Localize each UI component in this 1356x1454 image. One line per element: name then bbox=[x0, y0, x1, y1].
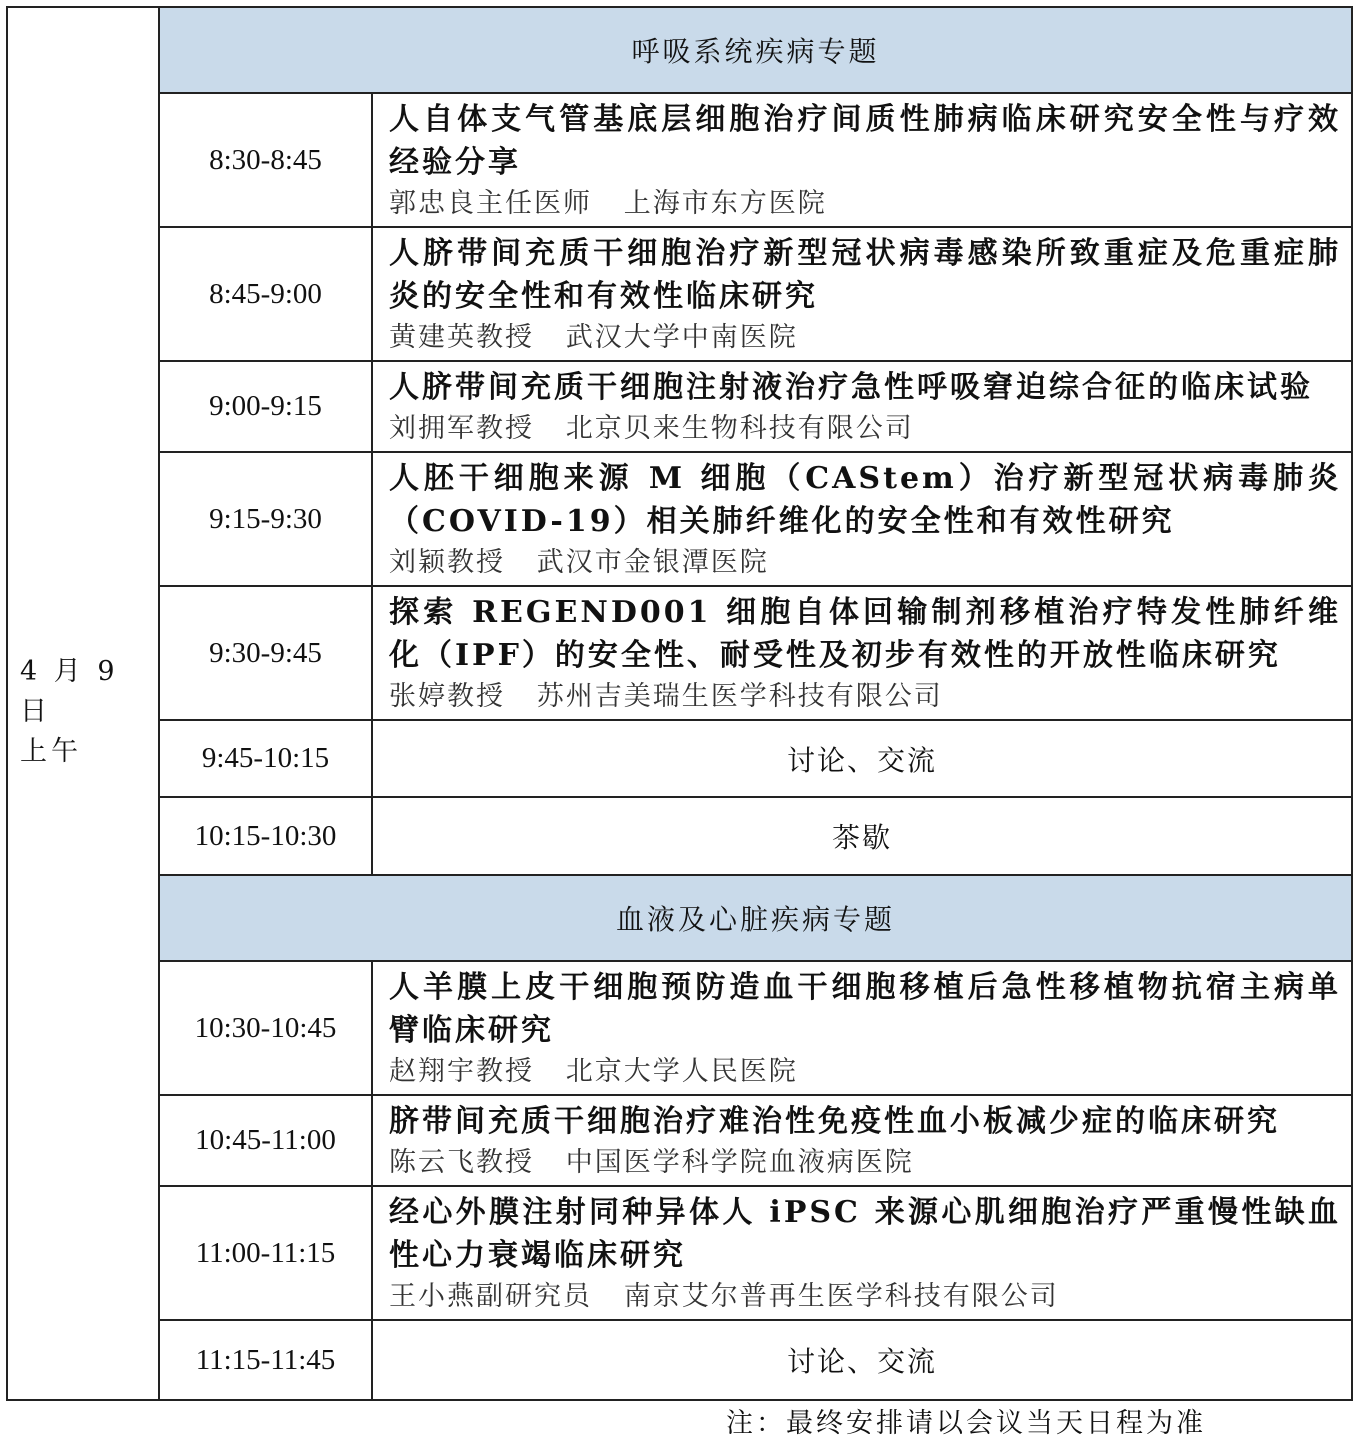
time-cell: 9:30-9:45 bbox=[159, 586, 372, 720]
time-cell: 8:30-8:45 bbox=[159, 93, 372, 227]
schedule-table bbox=[6, 6, 1353, 1401]
time-cell: 9:15-9:30 bbox=[159, 452, 372, 586]
talk-title: 经心外膜注射同种异体人 iPSC 来源心肌细胞治疗严重慢性缺血性心力衰竭临床研究 bbox=[389, 1195, 1342, 1273]
talk-cell bbox=[372, 227, 1352, 361]
date-day: 4 月 9 日 bbox=[20, 655, 119, 727]
talk-title: 人胚干细胞来源 M 细胞（CAStem）治疗新型冠状病毒肺炎（COVID-19）相关肺纤维化的安全性和有效性研究 bbox=[389, 461, 1342, 539]
table-row bbox=[7, 1186, 1352, 1320]
tea-break-cell: 茶歇 bbox=[372, 797, 1352, 875]
talk-speaker: 王小燕副研究员 南京艾尔普再生医学科技有限公司 bbox=[389, 1281, 1059, 1312]
table-row bbox=[7, 1320, 1352, 1400]
time-cell: 10:30-10:45 bbox=[159, 961, 372, 1095]
table-row bbox=[7, 227, 1352, 361]
talk-title: 脐带间充质干细胞治疗难治性免疫性血小板减少症的临床研究 bbox=[389, 1104, 1280, 1139]
table-row bbox=[7, 797, 1352, 875]
time-cell: 9:45-10:15 bbox=[159, 720, 372, 797]
table-row bbox=[7, 361, 1352, 452]
section-header-respiratory: 呼吸系统疾病专题 bbox=[159, 7, 1352, 93]
discussion-cell: 讨论、交流 bbox=[372, 1320, 1352, 1400]
discussion-cell: 讨论、交流 bbox=[372, 720, 1352, 797]
talk-cell bbox=[372, 361, 1352, 452]
talk-cell bbox=[372, 93, 1352, 227]
talk-title: 人自体支气管基底层细胞治疗间质性肺病临床研究安全性与疗效经验分享 bbox=[389, 102, 1342, 180]
time-cell: 10:15-10:30 bbox=[159, 797, 372, 875]
talk-speaker: 张婷教授 苏州吉美瑞生医学科技有限公司 bbox=[389, 681, 943, 712]
table-row bbox=[7, 586, 1352, 720]
talk-cell bbox=[372, 1095, 1352, 1186]
talk-speaker: 刘拥军教授 北京贝来生物科技有限公司 bbox=[389, 413, 914, 444]
time-cell: 8:45-9:00 bbox=[159, 227, 372, 361]
time-cell: 10:45-11:00 bbox=[159, 1095, 372, 1186]
date-cell bbox=[7, 7, 159, 1400]
talk-title: 人羊膜上皮干细胞预防造血干细胞移植后急性移植物抗宿主病单臂临床研究 bbox=[389, 970, 1342, 1048]
talk-cell bbox=[372, 1186, 1352, 1320]
footnote: 注：最终安排请以会议当天日程为准 bbox=[726, 1408, 1206, 1439]
talk-cell bbox=[372, 452, 1352, 586]
table-row bbox=[7, 93, 1352, 227]
talk-title: 探索 REGEND001 细胞自体回输制剂移植治疗特发性肺纤维化（IPF）的安全性、耐受性及初步有效性的开放性临床研究 bbox=[389, 595, 1342, 673]
time-cell: 9:00-9:15 bbox=[159, 361, 372, 452]
date-period: 上午 bbox=[20, 735, 82, 767]
talk-cell bbox=[372, 961, 1352, 1095]
talk-title: 人脐带间充质干细胞治疗新型冠状病毒感染所致重症及危重症肺炎的安全性和有效性临床研究 bbox=[389, 236, 1342, 314]
talk-speaker: 刘颖教授 武汉市金银潭医院 bbox=[389, 547, 769, 578]
talk-speaker: 赵翔宇教授 北京大学人民医院 bbox=[389, 1056, 798, 1087]
time-cell: 11:00-11:15 bbox=[159, 1186, 372, 1320]
section-header-blood-heart: 血液及心脏疾病专题 bbox=[159, 875, 1352, 961]
talk-speaker: 陈云飞教授 中国医学科学院血液病医院 bbox=[389, 1147, 914, 1178]
table-row bbox=[7, 961, 1352, 1095]
table-row bbox=[7, 720, 1352, 797]
talk-speaker: 黄建英教授 武汉大学中南医院 bbox=[389, 322, 798, 353]
table-row bbox=[7, 1095, 1352, 1186]
talk-cell bbox=[372, 586, 1352, 720]
talk-speaker: 郭忠良主任医师 上海市东方医院 bbox=[389, 188, 827, 219]
time-cell: 11:15-11:45 bbox=[159, 1320, 372, 1400]
table-row bbox=[7, 452, 1352, 586]
talk-title: 人脐带间充质干细胞注射液治疗急性呼吸窘迫综合征的临床试验 bbox=[389, 370, 1313, 405]
